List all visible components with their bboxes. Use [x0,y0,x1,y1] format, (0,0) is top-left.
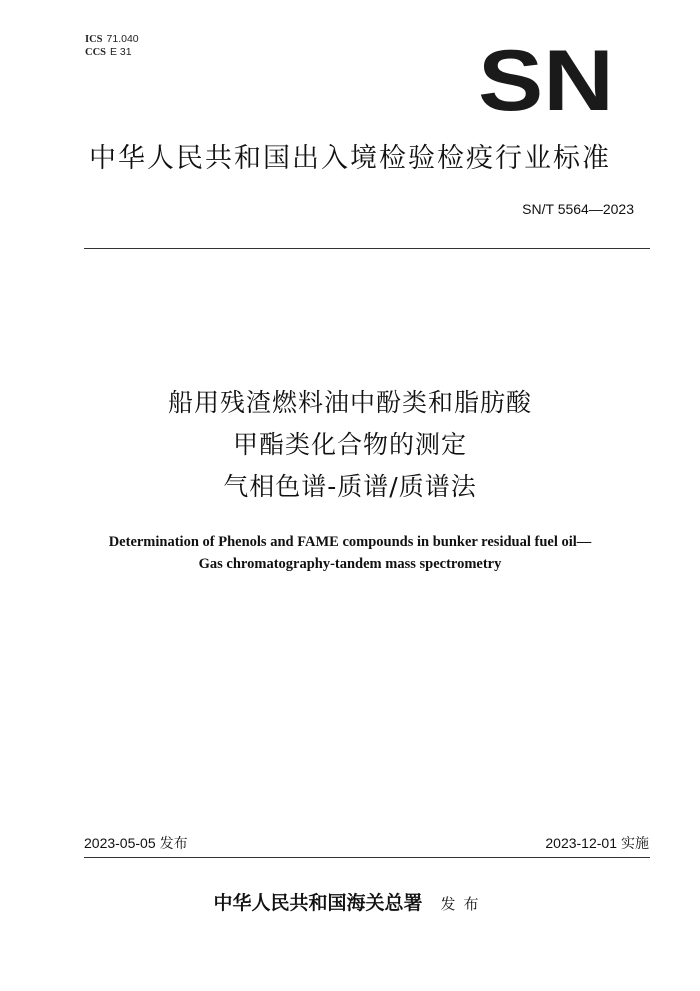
standard-category-title: 中华人民共和国出入境检验检疫行业标准 [89,143,611,174]
standard-number: SN/T 5564—2023 [522,201,634,217]
bottom-divider [84,857,650,858]
publisher-verb: 发布 [440,895,487,913]
english-title [0,531,700,575]
implementation-date-value: 2023-12-01 [545,835,617,851]
chinese-title [0,382,700,508]
sn-logo-text: SN [478,42,614,112]
ics-row [85,33,139,46]
english-title-line-1: Determination of Phenols and FAME compounds in bunker residual fuel oil— [108,534,592,550]
publisher-name: 中华人民共和国海关总署 [213,892,423,914]
publisher [0,888,700,915]
ics-label: ICS [85,34,103,45]
ccs-code: E 31 [110,46,132,58]
implementation-date [545,833,649,853]
ics-code: 71.040 [106,33,139,45]
ccs-row [85,46,139,59]
issue-date-value: 2023-05-05 [84,835,156,851]
english-title-line-2: Gas chromatography-tandem mass spectrometry [198,556,502,572]
classification-codes [85,33,139,59]
ccs-label: CCS [85,47,107,58]
top-divider [84,248,650,249]
sn-logo [476,42,616,112]
chinese-title-line-2: 甲酯类化合物的测定 [232,430,467,459]
implementation-label: 实施 [621,836,649,852]
issue-date [84,833,188,853]
chinese-title-line-3: 气相色谱-质谱/质谱法 [223,472,477,501]
issue-label: 发布 [159,836,188,852]
chinese-title-line-1: 船用残渣燃料油中酚类和脂肪酸 [167,388,532,417]
